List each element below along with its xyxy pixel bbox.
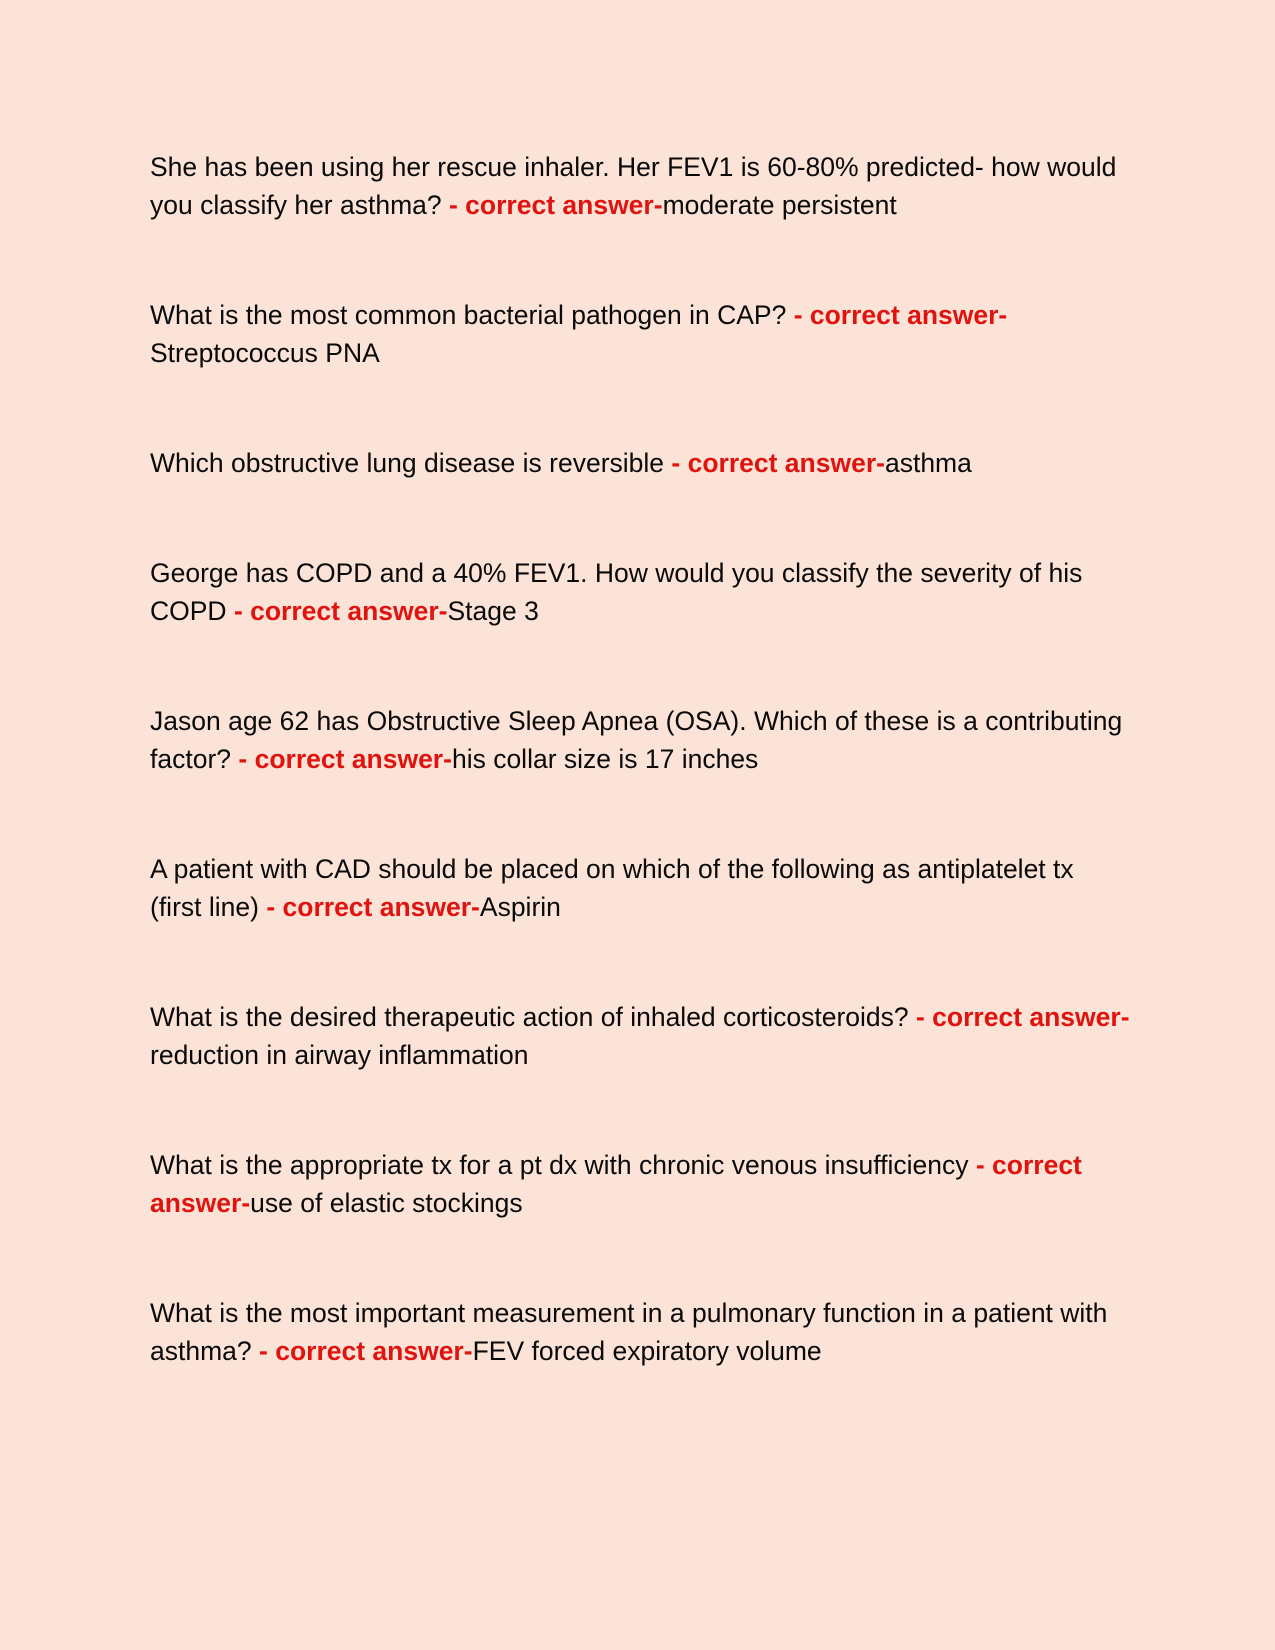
answer-text: his collar size is 17 inches (451, 744, 759, 774)
question-text: What is the appropriate tx for a pt dx with chronic venous insufficiency (150, 1150, 976, 1180)
correct-answer-marker: - correct answer- (915, 1002, 1130, 1032)
answer-text: use of elastic stockings (250, 1188, 523, 1218)
answer-text: Stage 3 (447, 596, 539, 626)
answer-text: asthma (884, 448, 972, 478)
answer-text: FEV forced expiratory volume (472, 1336, 822, 1366)
qa-item (150, 444, 1130, 482)
answer-text: Streptococcus PNA (150, 338, 380, 368)
answer-text: Aspirin (479, 892, 561, 922)
qa-item (150, 148, 1130, 224)
correct-answer-marker: - correct answer- (233, 596, 448, 626)
question-text: George has COPD and a 40% FEV1. How would you classify the severity of his COPD (150, 558, 1083, 626)
correct-answer-marker: - correct answer- (259, 1336, 473, 1366)
qa-item (150, 554, 1130, 630)
answer-text: moderate persistent (662, 190, 897, 220)
correct-answer-marker: - correct answer- (238, 744, 452, 774)
correct-answer-marker: - correct answer- (150, 1150, 1082, 1218)
question-text: What is the desired therapeutic action of inhaled corticosteroids? (150, 1002, 916, 1032)
question-text: A patient with CAD should be placed on which of the following as antiplatelet tx (first line) (150, 854, 1074, 922)
correct-answer-marker: - correct answer- (671, 448, 885, 478)
question-text: Which obstructive lung disease is reversible (150, 448, 672, 478)
qa-item (150, 1146, 1130, 1222)
document-page (150, 148, 1130, 1442)
correct-answer-marker: - correct answer- (449, 190, 663, 220)
question-text: What is the most common bacterial pathogen in CAP? (150, 300, 794, 330)
answer-text: reduction in airway inflammation (150, 1040, 529, 1070)
correct-answer-marker: - correct answer- (793, 300, 1008, 330)
question-text: What is the most important measurement in a pulmonary function in a patient with asthma? (150, 1298, 1108, 1366)
qa-item (150, 850, 1130, 926)
qa-item (150, 296, 1130, 372)
qa-item (150, 998, 1130, 1074)
question-text: She has been using her rescue inhaler. Her FEV1 is 60-80% predicted- how would you classify her asthma? (150, 152, 1117, 220)
qa-item (150, 1294, 1130, 1370)
correct-answer-marker: - correct answer- (266, 892, 480, 922)
qa-item (150, 702, 1130, 778)
question-text: Jason age 62 has Obstructive Sleep Apnea (OSA). Which of these is a contributing factor? (150, 706, 1123, 774)
